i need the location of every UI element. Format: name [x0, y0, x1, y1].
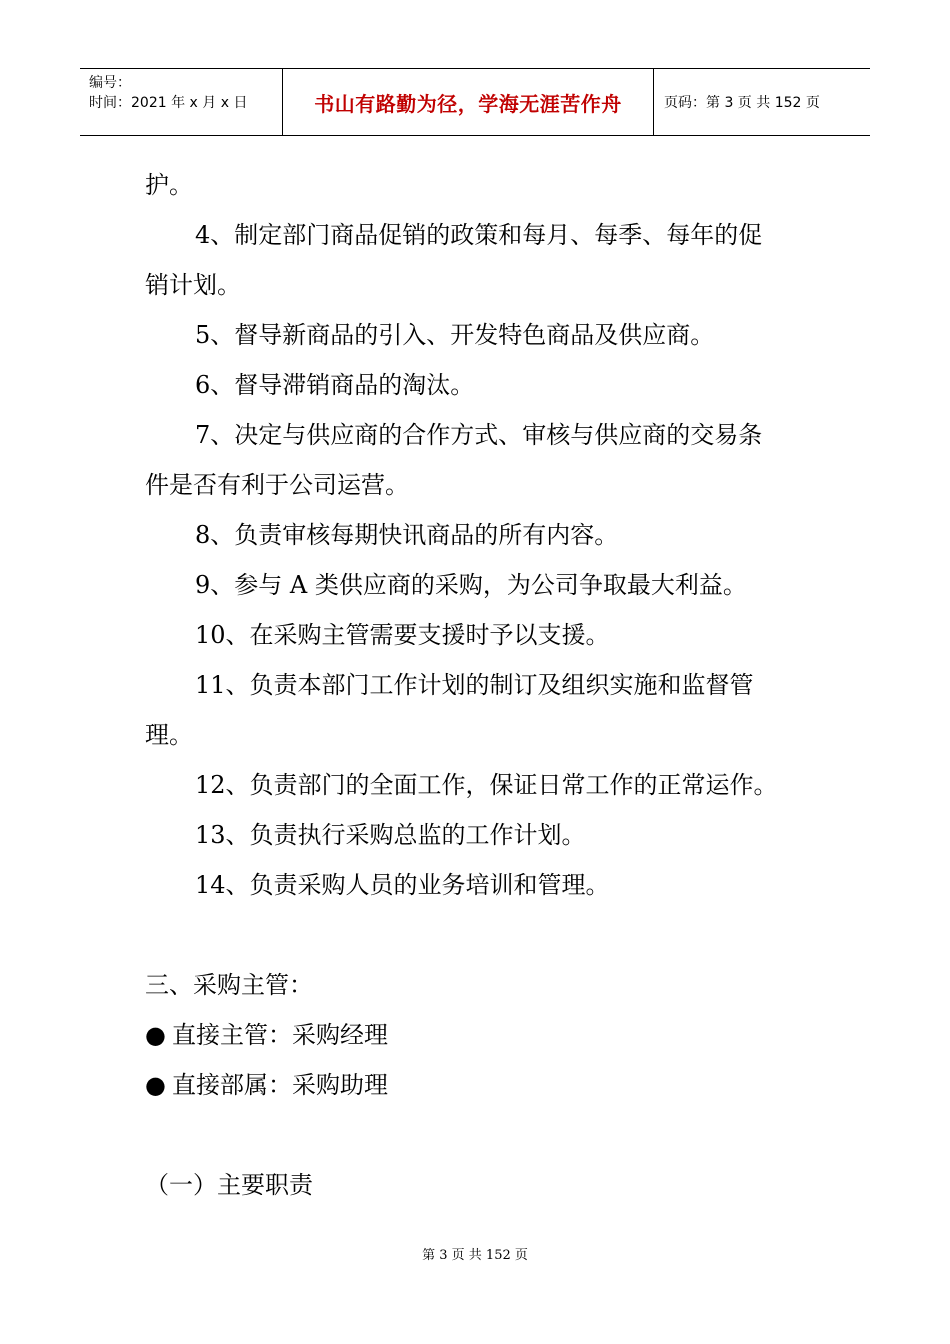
text-line: 护。 — [145, 171, 193, 199]
text-line: 12、负责部门的全面工作，保证日常工作的正常运作。 — [195, 771, 778, 799]
text-line: 4、制定部门商品促销的政策和每月、每季、每年的促 — [195, 221, 763, 249]
header-meta — [80, 69, 282, 135]
text-line: 理。 — [145, 721, 193, 749]
header-motto: 书山有路勤为径，学海无涯苦作舟 — [282, 69, 654, 135]
header-number-label: 编号： — [89, 75, 131, 91]
bullet-text: 直接部属：采购助理 — [171, 1071, 388, 1099]
bullet-item — [145, 1060, 810, 1110]
text-line: 6、督导滞销商品的淘汰。 — [195, 371, 475, 399]
text-line: 5、督导新商品的引入、开发特色商品及供应商。 — [195, 321, 715, 349]
header-page-info: 页码：第 3 页 共 152 页 — [664, 95, 820, 111]
text-line: 11、负责本部门工作计划的制订及组织实施和监督管 — [195, 671, 754, 699]
document-body — [145, 160, 810, 1210]
text-line: 8、负责审核每期快讯商品的所有内容。 — [195, 521, 619, 549]
header-time-label: 时间：2021 年 x 月 x 日 — [89, 95, 248, 111]
text-line: 件是否有利于公司运营。 — [145, 471, 409, 499]
text-line: 14、负责采购人员的业务培训和管理。 — [195, 871, 610, 899]
subsection-title: （一）主要职责 — [145, 1171, 313, 1199]
bullet-icon: ● — [145, 1021, 166, 1049]
page-footer: 第 3 页 共 152 页 — [422, 1248, 528, 1263]
text-line: 7、决定与供应商的合作方式、审核与供应商的交易条 — [195, 421, 763, 449]
blank-line — [145, 1110, 810, 1160]
bullet-text: 直接主管：采购经理 — [171, 1021, 388, 1049]
bullet-icon: ● — [145, 1071, 166, 1099]
text-line: 10、在采购主管需要支援时予以支援。 — [195, 621, 610, 649]
text-line: 9、参与 A 类供应商的采购，为公司争取最大利益。 — [195, 571, 747, 599]
text-line: 13、负责执行采购总监的工作计划。 — [195, 821, 586, 849]
blank-line — [145, 910, 810, 960]
bullet-item — [145, 1010, 810, 1060]
text-line: 销计划。 — [145, 271, 241, 299]
page-header — [80, 68, 870, 136]
section-title: 三、采购主管： — [145, 971, 313, 999]
